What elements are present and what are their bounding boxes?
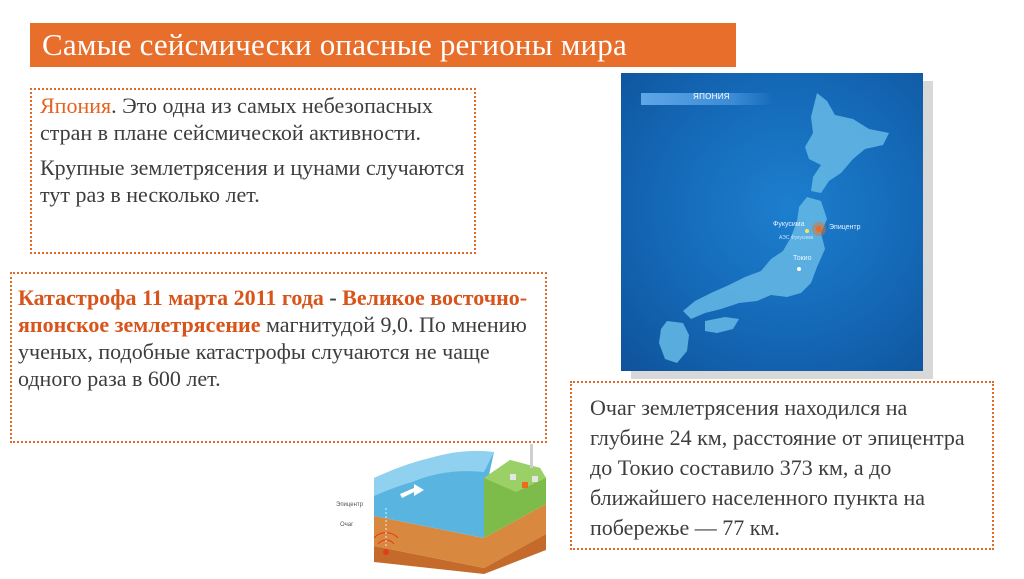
japan-para-2: Крупные землетрясения и цунами случаются тут раз в несколько лет. (40, 155, 465, 207)
catastrophe-separator: - (323, 285, 343, 310)
house-3 (532, 476, 538, 482)
earthquake-block-diagram (334, 438, 550, 574)
slide-title: Самые сейсмически опасные регионы мира (30, 23, 736, 67)
focus-point (383, 549, 389, 555)
kyushu-island (659, 321, 689, 363)
japan-para-1 (40, 92, 466, 146)
house-1 (510, 474, 516, 480)
japan-info-box (30, 88, 476, 254)
catastrophe-info-box (10, 272, 547, 443)
focus-info-box (570, 381, 994, 550)
diagram-label-epicenter: Эпицентр (336, 502, 364, 508)
map-label-tokyo: Токио (793, 255, 812, 262)
catastrophe-paragraph (18, 284, 539, 392)
catastrophe-date-heading: Катастрофа 11 марта 2011 года (18, 285, 324, 310)
map-label-epicenter: Эпицентр (829, 224, 861, 231)
focus-text: Очаг землетрясения находился на глубине 24 км, расстояние от эпицентра до Токио составило 373 км, а до ближайшего населенного пункта на побережье — 77 км. (590, 395, 965, 540)
house-2 (522, 482, 528, 488)
map-label-fukushima: Фукусима (773, 221, 805, 228)
diagram-label-focus: Очаг (340, 522, 354, 528)
japan-map-figure (621, 73, 923, 371)
map-label-npp: АЭС Фукусима (779, 235, 814, 241)
shikoku-island (705, 317, 739, 333)
epicenter-marker (816, 226, 822, 232)
japan-para-1-text: . Это одна из самых небезопасных стран в плане сейсмической активности. (40, 93, 433, 145)
japan-map (621, 73, 923, 371)
catastrophe-body: магнитудой 9,0. По мнению ученых, подобные катастрофы случаются не чаще одного раза в 600 лет. (18, 312, 527, 391)
fukushima-marker (805, 229, 809, 233)
tokyo-marker (797, 267, 801, 271)
catastrophe-event-name: Великое восточно-японское землетрясение (18, 285, 528, 337)
japan-map-shape (621, 73, 923, 371)
tower (530, 444, 533, 468)
earthquake-diagram-drawing (334, 438, 550, 574)
hokkaido-island (805, 93, 889, 193)
japan-name: Япония (40, 93, 112, 118)
map-title-text: ЯПОНИЯ (693, 92, 730, 101)
